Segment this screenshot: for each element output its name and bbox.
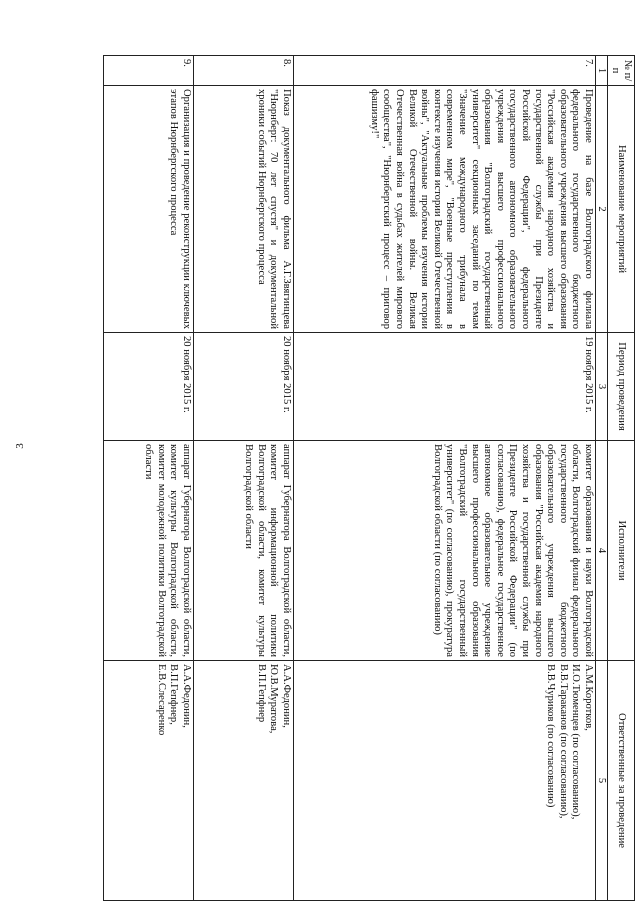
row-number: 9.: [104, 56, 194, 86]
event-name: Показ документального фильма А.Г.Звягинцева "Нюрнберг: 70 лет спустя" и документальной хроники событий Нюрнбергского процесса: [194, 86, 294, 333]
column-number-row: [596, 56, 608, 901]
event-period: 20 ноября 2015 г.: [104, 333, 194, 441]
event-responsible: А.М.Коротков, И.О.Тюменцев (по согласованию), В.В.Тараканов (по согласованию), В.В.Чуриков (по согласованию): [294, 661, 596, 901]
table-row: [194, 56, 294, 901]
header-period: Период проведения: [608, 333, 635, 441]
column-number: 2: [596, 86, 608, 333]
event-responsible: А.А.Федонин, В.П.Гепфнер, Е.В.Слесаренко: [104, 661, 194, 901]
event-executors: аппарат Губернатора Волгоградской области, комитет культуры Волгоградской области, комитет молодежной политики Волгоградской области: [104, 441, 194, 661]
table-row: [104, 56, 194, 901]
event-period: 20 ноября 2015 г.: [194, 333, 294, 441]
event-name: Организация и проведение реконструкции ключевых этапов Нюрнбергского процесса: [104, 86, 194, 333]
event-executors: комитет образования и науки Волгоградской области, Волгоградский филиал федерального государственного бюджетного образовательного учреждения высшего образования "Российская академия народного хозяйства и государственной службы при Президенте Российской Федерации" (по согласованию), федеральное государственное автономное образовательное учреждение высшего профессионального образования "Волгоградский государственный университет" (по согласованию), прокуратура Волгоградской области (по согласованию): [294, 441, 596, 661]
table-header-row: [608, 56, 635, 901]
header-event-name: Наименование мероприятий: [608, 86, 635, 333]
event-responsible: А.А.Федонин, Ю.В.Муратова, В.П.Гепфнер: [194, 661, 294, 901]
event-name: Проведение на базе Волгоградского филиала федерального государственного бюджетного образовательного учреждения высшего образования "Российская академия народного хозяйства и государственной службы при Президенте Российской Федерации", федерального государственного автономного образовательного учреждения высшего профессионального образования "Волгоградский государственный университет" секционных заседаний по темам "Значение международного трибунала в современном мире", "Военные преступления в контексте изучения истории Великой Отечественной войны", "Актуальные проблемы изучения истории Великой Отечественной войны. Великая Отечественная война в судьбах жителей мирового сообщества", "Нюрнбергский процесс – приговор фашизму!": [294, 86, 596, 333]
rotated-page-content: [55, 55, 635, 900]
column-number: 5: [596, 661, 608, 901]
column-number: 3: [596, 333, 608, 441]
event-executors: аппарат Губернатора Волгоградской области, комитет информационной политики Волгоградской области, комитет культуры Волгоградской области: [194, 441, 294, 661]
column-number: 4: [596, 441, 608, 661]
row-number: 8.: [194, 56, 294, 86]
event-period: 19 ноября 2015 г.: [294, 333, 596, 441]
header-number: № п/п: [608, 56, 635, 86]
table-row: [294, 56, 596, 901]
events-table: [103, 55, 635, 901]
header-executors: Исполнители: [608, 441, 635, 661]
column-number: 1: [596, 56, 608, 86]
page-number: 3: [14, 443, 26, 449]
row-number: 7.: [294, 56, 596, 86]
header-responsible: Ответственные за проведение: [608, 661, 635, 901]
